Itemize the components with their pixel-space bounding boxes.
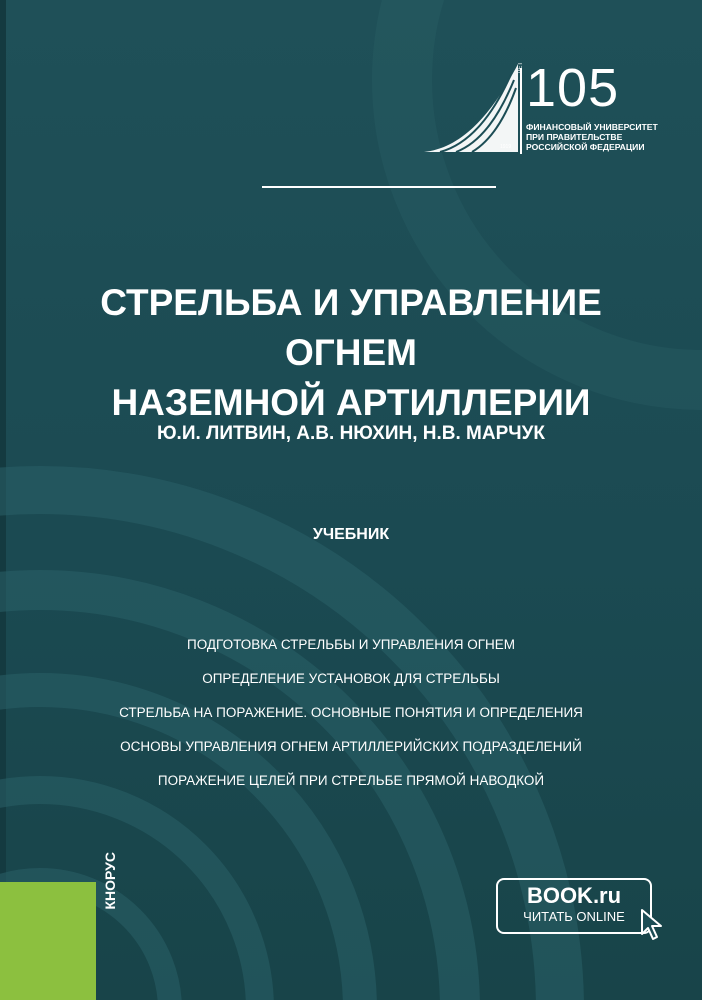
book-title xyxy=(40,278,662,428)
logo-divider xyxy=(520,68,522,154)
publisher-color-block xyxy=(0,882,96,1000)
authors: Ю.И. ЛИТВИН, А.В. НЮХИН, Н.В. МАРЧУК xyxy=(156,423,546,444)
logo-number: 105 xyxy=(526,58,620,118)
logo-swoosh-icon xyxy=(420,58,520,154)
topic-item: ОПРЕДЕЛЕНИЕ УСТАНОВОК ДЛЯ СТРЕЛЬБЫ xyxy=(202,671,500,686)
logo-org-line: РОССИЙСКОЙ ФЕДЕРАЦИИ xyxy=(526,142,645,152)
topic-item: ОСНОВЫ УПРАВЛЕНИЯ ОГНЕМ АРТИЛЛЕРИЙСКИХ ПОДРАЗДЕЛЕНИЙ xyxy=(120,739,582,754)
logo-let: ЛЕТ xyxy=(518,62,524,74)
cursor-icon xyxy=(640,908,666,942)
title-line: СТРЕЛЬБА И УПРАВЛЕНИЕ ОГНЕМ xyxy=(100,282,602,373)
publisher-name: КНОРУС xyxy=(102,852,118,910)
logo-organization xyxy=(526,122,676,152)
document-type: УЧЕБНИК xyxy=(312,526,390,543)
logo-org-line: ПРИ ПРАВИТЕЛЬСТВЕ xyxy=(526,132,623,142)
title-line: НАЗЕМНОЙ АРТИЛЛЕРИИ xyxy=(111,382,591,423)
topics-list xyxy=(60,628,642,798)
logo-org-line: ФИНАНСОВЫЙ УНИВЕРСИТЕТ xyxy=(526,122,658,132)
book-ru-badge[interactable] xyxy=(496,878,652,934)
book-ru-title: BOOK.ru xyxy=(526,883,622,908)
topic-item: ПОРАЖЕНИЕ ЦЕЛЕЙ ПРИ СТРЕЛЬБЕ ПРЯМОЙ НАВОДКОЙ xyxy=(157,773,545,788)
logo-year: 1919 xyxy=(500,144,512,150)
topic-item: СТРЕЛЬБА НА ПОРАЖЕНИЕ. ОСНОВНЫЕ ПОНЯТИЯ И ОПРЕДЕЛЕНИЯ xyxy=(119,705,583,720)
divider-rule xyxy=(262,186,496,188)
university-logo xyxy=(420,58,670,158)
topic-item: ПОДГОТОВКА СТРЕЛЬБЫ И УПРАВЛЕНИЯ ОГНЕМ xyxy=(186,637,516,652)
book-ru-subtitle: ЧИТАТЬ ONLINE xyxy=(523,909,625,924)
